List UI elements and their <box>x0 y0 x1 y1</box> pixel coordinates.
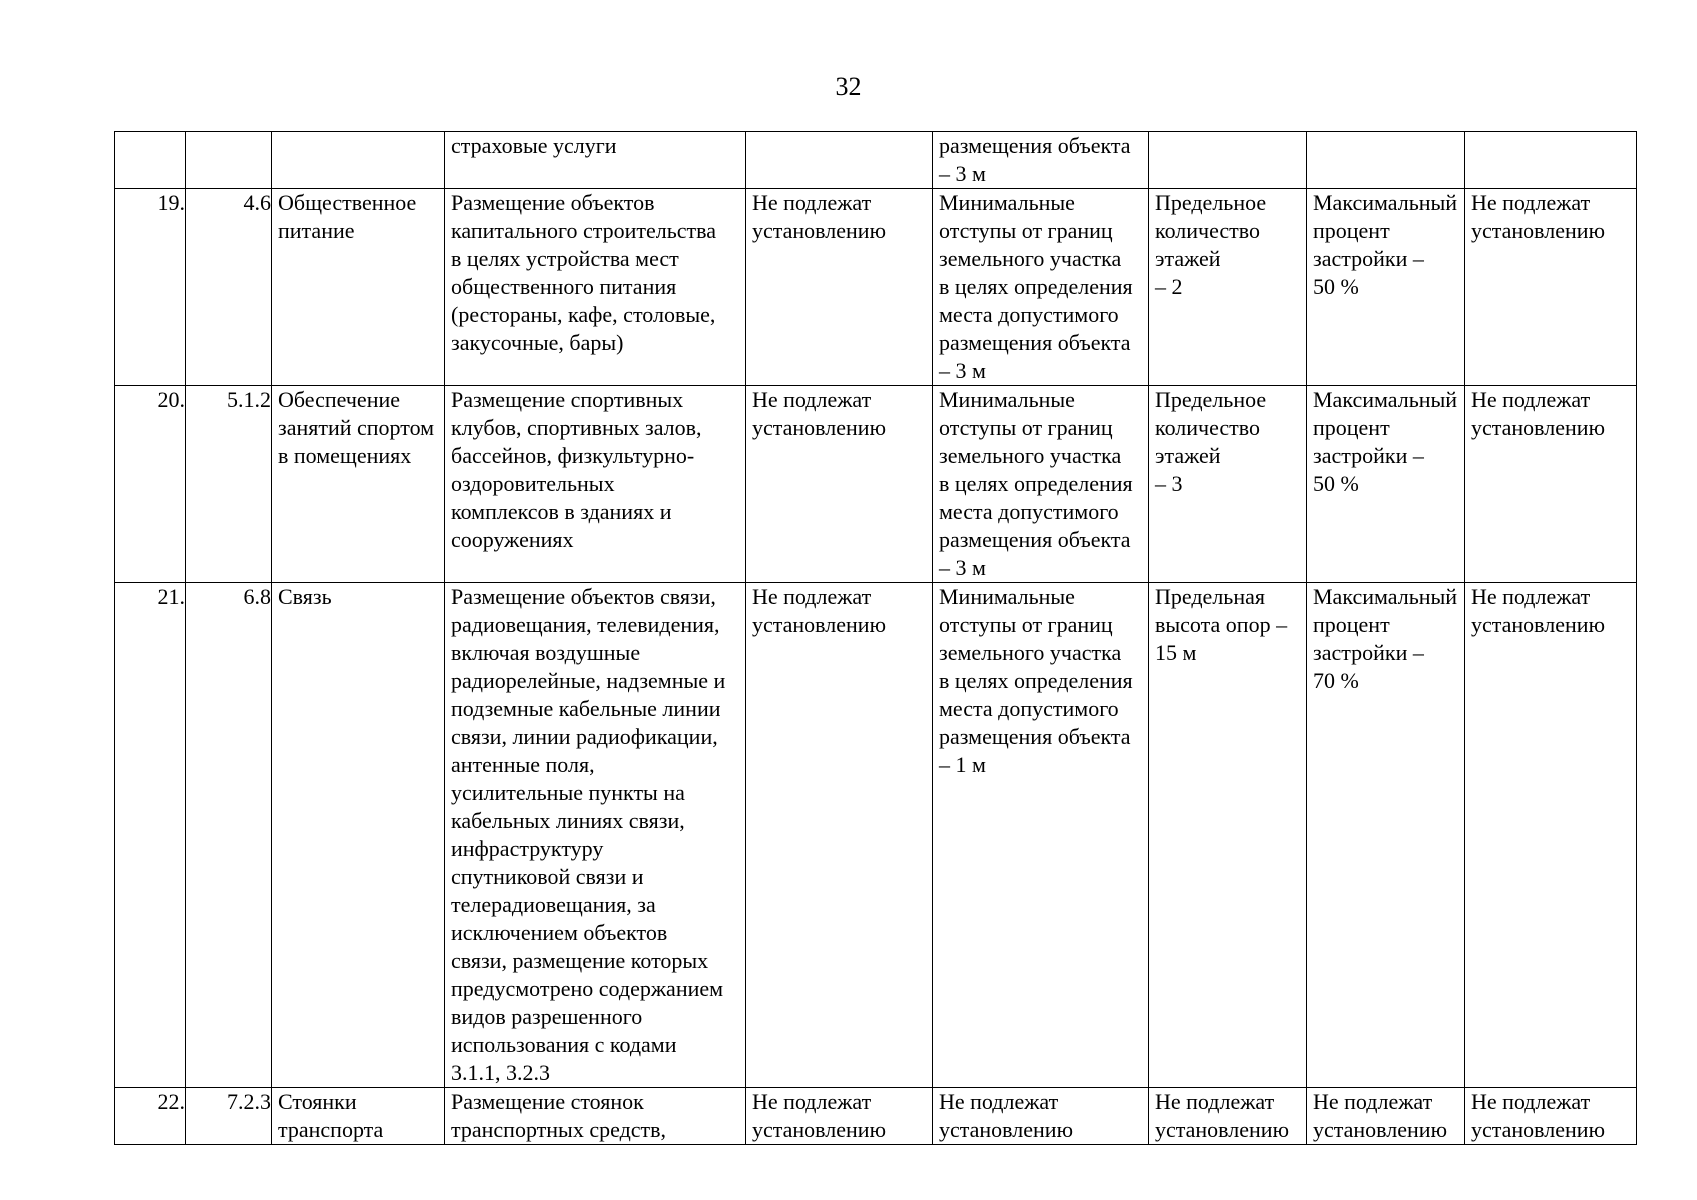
floors-height-cell: Предельное количество этажей – 3 <box>1149 386 1307 583</box>
table-row <box>115 132 1637 189</box>
floors-height-cell: Предельное количество этажей – 2 <box>1149 189 1307 386</box>
code-cell: 4.6 <box>186 189 272 386</box>
setback-cell: размещения объекта – 3 м <box>933 132 1149 189</box>
setback-cell: Минимальные отступы от границ земельного участка в целях определения места допустимого размещения объекта – 1 м <box>933 583 1149 1088</box>
coverage-cell: Максимальный процент застройки – 50 % <box>1307 386 1465 583</box>
parameter-cell: Не подлежат установлению <box>746 583 933 1088</box>
coverage-cell <box>1307 132 1465 189</box>
parameter-cell: Не подлежат установлению <box>746 189 933 386</box>
page-number: 32 <box>835 72 862 101</box>
row-number-cell <box>115 132 186 189</box>
table-row <box>115 189 1637 386</box>
setback-cell: Минимальные отступы от границ земельного участка в целях определения места допустимого размещения объекта – 3 м <box>933 386 1149 583</box>
other-parameter-cell: Не подлежат установлению <box>1465 1088 1637 1145</box>
coverage-cell: Максимальный процент застройки – 70 % <box>1307 583 1465 1088</box>
description-cell: Размещение объектов связи, радиовещания, телевидения, включая воздушные радиорелейные, надземные и подземные кабельные линии связи, линии радиофикации, антенные поля, усилительные пункты на кабельных линиях связи, инфраструктуру спутниковой связи и телерадиовещания, за исключением объектов связи, размещение которых предусмотрено содержанием видов разрешенного использования с кодами 3.1.1, 3.2.3 <box>445 583 746 1088</box>
other-parameter-cell: Не подлежат установлению <box>1465 386 1637 583</box>
use-name-cell: Обеспечение занятий спортом в помещениях <box>272 386 445 583</box>
description-cell: страховые услуги <box>445 132 746 189</box>
floors-height-cell: Не подлежат установлению <box>1149 1088 1307 1145</box>
code-cell: 5.1.2 <box>186 386 272 583</box>
setback-cell: Минимальные отступы от границ земельного участка в целях определения места допустимого размещения объекта – 3 м <box>933 189 1149 386</box>
coverage-cell: Не подлежат установлению <box>1307 1088 1465 1145</box>
floors-height-cell <box>1149 132 1307 189</box>
use-name-cell <box>272 132 445 189</box>
code-cell <box>186 132 272 189</box>
setback-cell: Не подлежат установлению <box>933 1088 1149 1145</box>
floors-height-cell: Предельная высота опор – 15 м <box>1149 583 1307 1088</box>
use-name-cell: Стоянки транспорта <box>272 1088 445 1145</box>
table-row <box>115 583 1637 1088</box>
parameter-cell: Не подлежат установлению <box>746 386 933 583</box>
description-cell: Размещение спортивных клубов, спортивных залов, бассейнов, физкультурно- оздоровительных комплексов в зданиях и сооружениях <box>445 386 746 583</box>
code-cell: 6.8 <box>186 583 272 1088</box>
table-row <box>115 386 1637 583</box>
row-number-cell: 19. <box>115 189 186 386</box>
parameter-cell: Не подлежат установлению <box>746 1088 933 1145</box>
other-parameter-cell: Не подлежат установлению <box>1465 583 1637 1088</box>
row-number-cell: 21. <box>115 583 186 1088</box>
use-name-cell: Связь <box>272 583 445 1088</box>
row-number-cell: 22. <box>115 1088 186 1145</box>
row-number-cell: 20. <box>115 386 186 583</box>
description-cell: Размещение объектов капитального строительства в целях устройства мест общественного питания (рестораны, кафе, столовые, закусочные, бары) <box>445 189 746 386</box>
code-cell: 7.2.3 <box>186 1088 272 1145</box>
table-row <box>115 1088 1637 1145</box>
other-parameter-cell <box>1465 132 1637 189</box>
coverage-cell: Максимальный процент застройки – 50 % <box>1307 189 1465 386</box>
use-name-cell: Общественное питание <box>272 189 445 386</box>
zoning-table <box>114 131 1637 1145</box>
parameter-cell <box>746 132 933 189</box>
other-parameter-cell: Не подлежат установлению <box>1465 189 1637 386</box>
description-cell: Размещение стоянок транспортных средств, <box>445 1088 746 1145</box>
